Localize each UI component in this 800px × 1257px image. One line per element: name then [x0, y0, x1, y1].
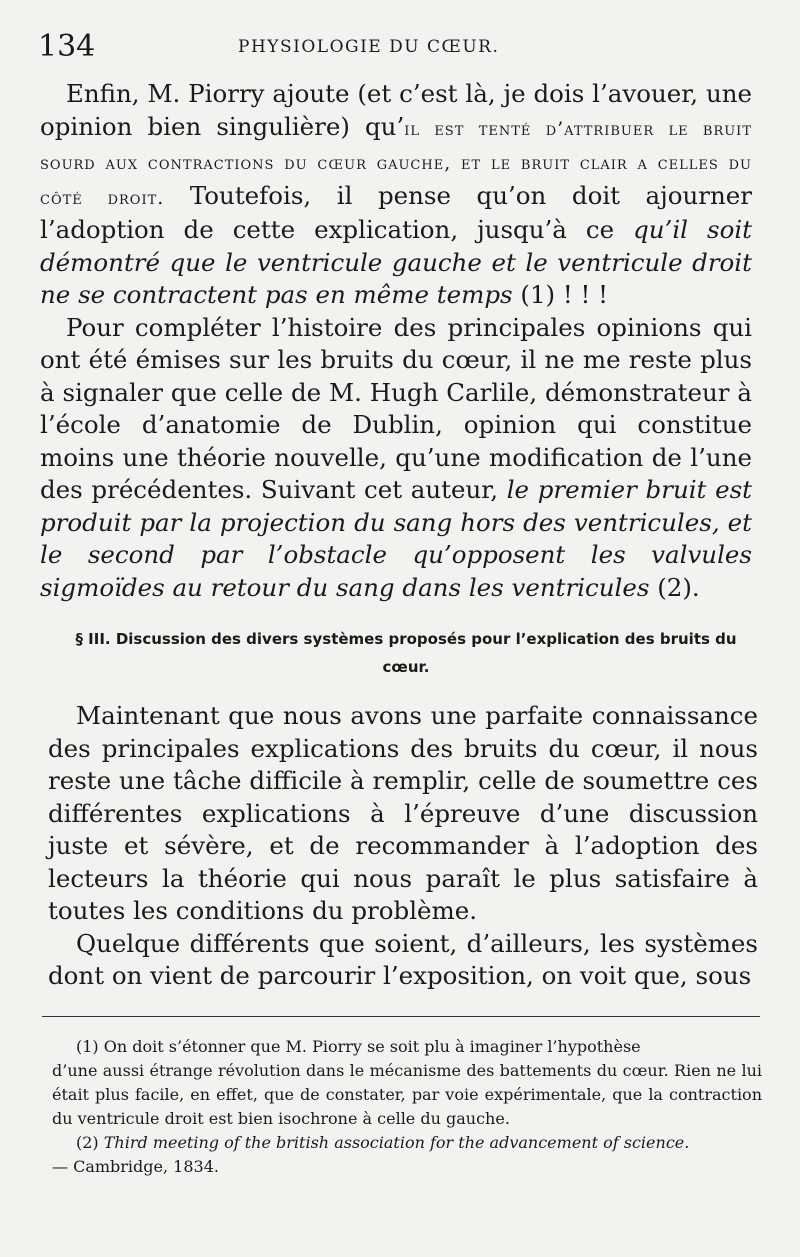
italic-quote: qu’il soit démontré que le ventricule gauche et le ventricule droit ne se contractent pas en même temps: [40, 215, 753, 309]
paragraph-text: Pour compléter l’histoire des principales opinions qui ont été émises sur les bruits du cœur, il ne me reste plus à signaler que celle de M. Hugh Carlile, démonstrateur à l’école d’anatomie de Dublin, opinion qui constitue moins une théorie nouvelle, qu’une modification de l’une des précédentes. Suivant cet auteur,: [40, 312, 752, 504]
paragraph-systems: Quelque différents que soient, d’ailleurs, les systèmes dont on vient de parcourir l’exposition, on voit que, sous: [48, 928, 758, 990]
footnote-2: [76, 1131, 762, 1155]
main-text-lower: [48, 700, 758, 993]
footnotes: [52, 1035, 762, 1179]
footnote-citation: Third meeting of the british association for the advancement of science.: [103, 1133, 690, 1152]
section-heading: § III. Discussion des divers systèmes proposés pour l’explication des bruits du cœur.: [75, 630, 737, 676]
footnote-text: (1) On doit s’étonner que M. Piorry se soit plu à imaginer l’hypothèse: [76, 1037, 641, 1056]
small-caps-quote: il est tenté d’attribuer le bruit sourd aux contractions du cœur gauche, et le bruit clair a celles du côté droit.: [40, 117, 752, 209]
footnote-1-continued: d’une aussi étrange révolution dans le mécanisme des battements du cœur. Rien ne lui était plus facile, en effet, que de constater, par voie expérimentale, que la contraction du ventricule droit est bien isochrone à celle du gauche.: [52, 1061, 762, 1128]
page-number: 134: [38, 29, 96, 64]
footnote-1: [76, 1035, 762, 1059]
page-header: [38, 30, 760, 64]
footnote-ref: (2).: [649, 572, 700, 602]
paragraph-discussion: Maintenant que nous avons une parfaite connaissance des principales explications des bruits du cœur, il nous reste une tâche difficile à remplir, celle de soumettre ces différentes explications à l’épreuve d’une discussion juste et sévère, et de recommander à l’adoption des lecteurs la théorie qui nous paraît le plus satisfaire à toutes les conditions du problème.: [48, 701, 758, 925]
running-title: PHYSIOLOGIE DU CŒUR.: [238, 37, 500, 57]
italic-quote: le premier bruit est produit par la projection du sang hors des ventricules, et le second par l’obstacle qu’opposent les valvules sigmoïdes au retour du sang dans les ventricules: [40, 475, 752, 602]
paragraph-carlile: [40, 312, 752, 605]
paragraph-piorry: [40, 78, 752, 312]
paragraph-text: Toutefois, il pense qu’on doit ajourner l’adoption de cette explication, jusqu’à ce: [40, 180, 752, 244]
paragraph-text: Enfin, M. Piorry ajoute (et c’est là, je dois l’avouer, une opinion bien singulière) qu’: [40, 79, 752, 141]
footnote-2-continued: — Cambridge, 1834.: [52, 1157, 219, 1176]
footnote-divider: [42, 1016, 760, 1017]
main-text-upper: [40, 78, 752, 604]
footnote-ref: (1) ! ! !: [512, 280, 609, 309]
footnote-number: (2): [76, 1133, 104, 1152]
